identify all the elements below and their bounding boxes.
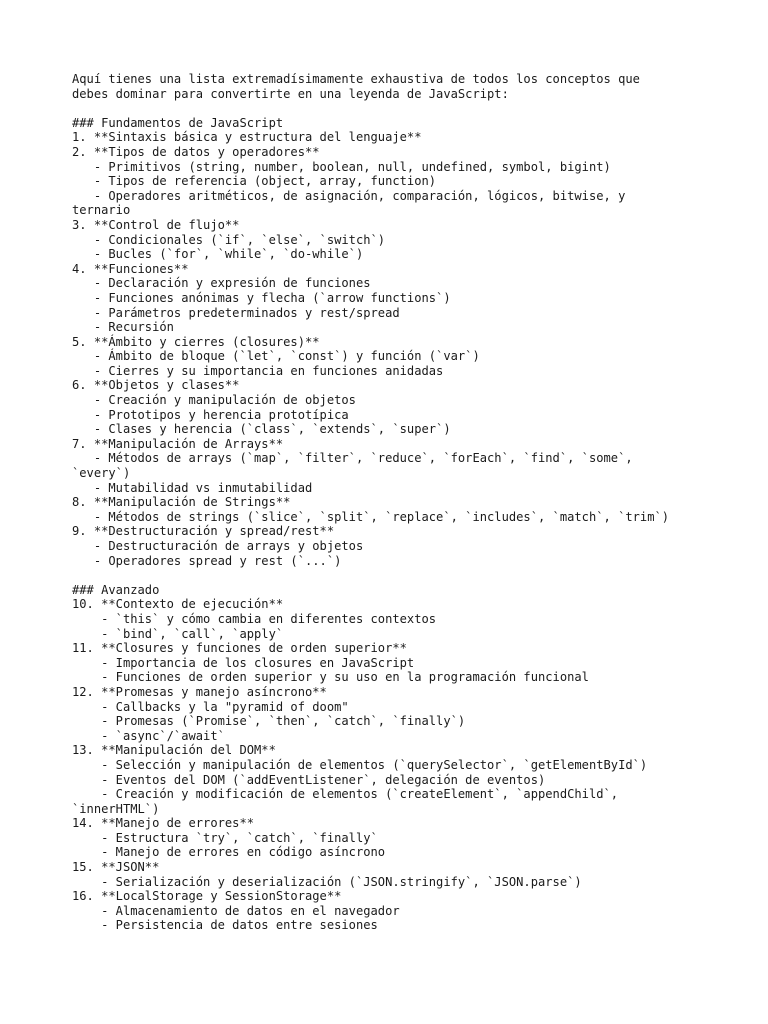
sub-list-item: - `this` y cómo cambia en diferentes contextos xyxy=(72,611,437,626)
sub-list-item: - Operadores spread y rest (`...`) xyxy=(72,553,342,568)
list-item: 14. **Manejo de errores** xyxy=(72,816,255,831)
list-item: 2. **Tipos de datos y operadores** xyxy=(72,144,320,159)
sub-list-item: - `async`/`await` xyxy=(72,728,225,743)
blank-line xyxy=(72,568,712,583)
sub-list-item: - Destructuración de arrays y objetos xyxy=(72,539,364,553)
sub-list-item: - Eventos del DOM (`addEventListener`, delegación de eventos) xyxy=(72,772,546,787)
sub-list-item: - Funciones anónimas y flecha (`arrow functions`) xyxy=(72,290,451,305)
sub-list-item: - Clases y herencia (`class`, `extends`, `super`) xyxy=(72,422,451,437)
wrapped-line: `innerHTML`) xyxy=(72,801,160,816)
list-item: 16. **LocalStorage y SessionStorage** xyxy=(72,889,342,904)
sub-list-item: - Parámetros predeterminados y rest/spread xyxy=(72,305,400,320)
sub-list-item: - `bind`, `call`, `apply` xyxy=(72,626,284,641)
sub-list-item: - Creación y manipulación de objetos xyxy=(72,393,356,408)
list-item: 5. **Ámbito y cierres (closures)** xyxy=(72,334,320,349)
list-item: 3. **Control de flujo** xyxy=(72,217,240,232)
sub-list-item: - Operadores aritméticos, de asignación, comparación, lógicos, bitwise, y xyxy=(72,188,626,203)
list-item: 12. **Promesas y manejo asíncrono** xyxy=(72,684,327,699)
sub-list-item: - Funciones de orden superior y su uso en la programación funcional xyxy=(72,670,589,685)
section-heading-fundamentos: ### Fundamentos de JavaScript xyxy=(72,115,284,130)
intro-line: Aquí tienes una lista extremadísimamente exhaustiva de todos los conceptos que xyxy=(72,72,640,86)
sub-list-item: - Recursión xyxy=(72,320,174,335)
list-item: 9. **Destructuración y spread/rest** xyxy=(72,524,335,539)
sub-list-item: - Persistencia de datos entre sesiones xyxy=(72,918,378,933)
wrapped-line: `every`) xyxy=(72,466,131,481)
sub-list-item: - Bucles (`for`, `while`, `do-while`) xyxy=(72,247,364,262)
list-item: 4. **Funciones** xyxy=(72,261,189,276)
sub-list-item: - Prototipos y herencia prototípica xyxy=(72,407,349,422)
sub-list-item: - Almacenamiento de datos en el navegador xyxy=(72,903,400,918)
sub-list-item: - Callbacks y la "pyramid of doom" xyxy=(72,699,349,714)
list-item: 1. **Sintaxis básica y estructura del lenguaje** xyxy=(72,130,422,145)
sub-list-item: - Promesas (`Promise`, `then`, `catch`, `finally`) xyxy=(72,714,466,729)
sub-list-item: - Métodos de strings (`slice`, `split`, `replace`, `includes`, `match`, `trim`) xyxy=(72,509,670,524)
list-item: 11. **Closures y funciones de orden superior** xyxy=(72,641,407,656)
sub-list-item: - Tipos de referencia (object, array, function) xyxy=(72,174,437,189)
sub-list-item: - Importancia de los closures en JavaScript xyxy=(72,655,415,670)
sub-list-item: - Métodos de arrays (`map`, `filter`, `reduce`, `forEach`, `find`, `some`, xyxy=(72,451,633,466)
sub-list-item: - Primitivos (string, number, boolean, null, undefined, symbol, bigint) xyxy=(72,159,611,174)
sub-list-item: - Declaración y expresión de funciones xyxy=(72,276,371,291)
sub-list-item: - Mutabilidad vs inmutabilidad xyxy=(72,480,313,495)
list-item: 6. **Objetos y clases** xyxy=(72,378,240,393)
sub-list-item: - Creación y modificación de elementos (`createElement`, `appendChild`, xyxy=(72,787,619,802)
sub-list-item: - Ámbito de bloque (`let`, `const`) y función (`var`) xyxy=(72,349,480,364)
sub-list-item: - Cierres y su importancia en funciones anidadas xyxy=(72,363,444,378)
intro-line: debes dominar para convertirte en una leyenda de JavaScript: xyxy=(72,86,509,101)
sub-list-item: - Selección y manipulación de elementos (`querySelector`, `getElementById`) xyxy=(72,757,648,772)
list-item: 13. **Manipulación del DOM** xyxy=(72,743,276,758)
sub-list-item: - Estructura `try`, `catch`, `finally` xyxy=(72,830,378,845)
list-item: 8. **Manipulación de Strings** xyxy=(72,495,291,510)
document-page xyxy=(72,72,712,933)
wrapped-line: ternario xyxy=(72,203,131,218)
section-heading-avanzado: ### Avanzado xyxy=(72,582,160,597)
list-item: 10. **Contexto de ejecución** xyxy=(72,597,284,612)
list-item: 15. **JSON** xyxy=(72,860,160,875)
sub-list-item: - Condicionales (`if`, `else`, `switch`) xyxy=(72,232,386,247)
blank-line xyxy=(72,101,712,116)
list-item: 7. **Manipulación de Arrays** xyxy=(72,436,284,451)
sub-list-item: - Serialización y deserialización (`JSON.stringify`, `JSON.parse`) xyxy=(72,874,582,889)
sub-list-item: - Manejo de errores en código asíncrono xyxy=(72,845,386,860)
